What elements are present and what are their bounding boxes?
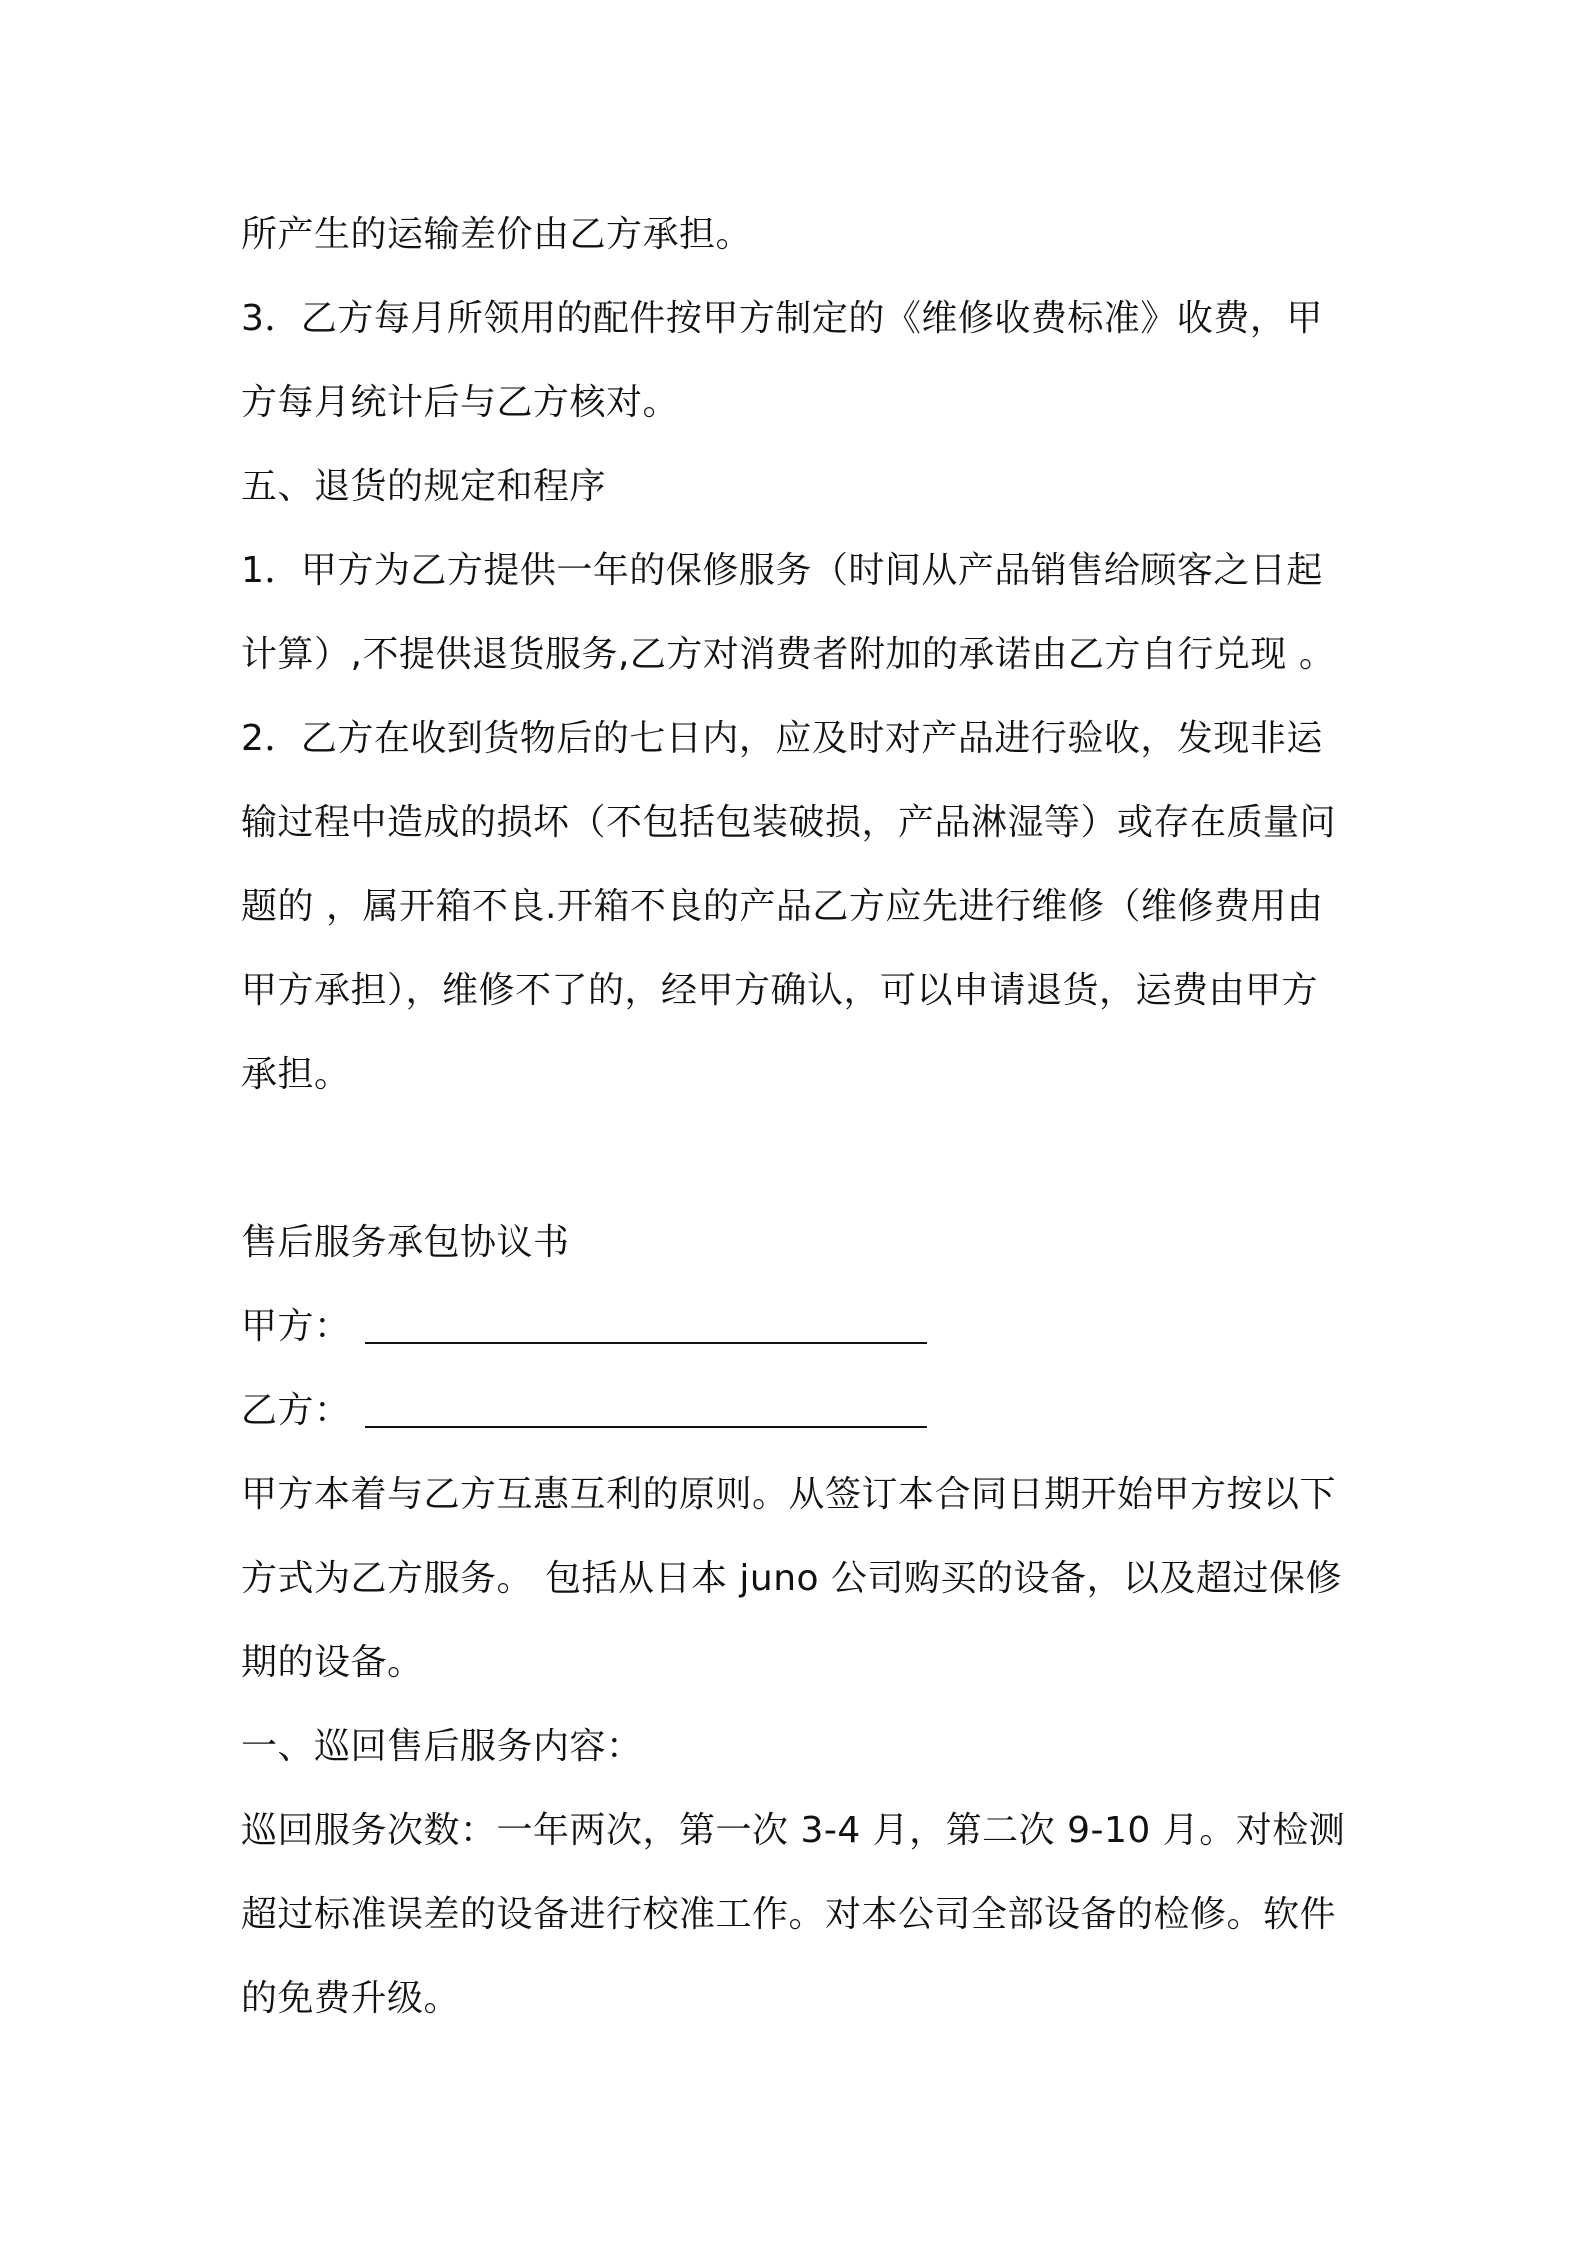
text-line: 输过程中造成的损坏（不包括包装破损，产品淋湿等）或存在质量问 bbox=[241, 802, 1337, 843]
section-heading-returns: 五、退货的规定和程序 bbox=[241, 466, 607, 507]
party-b-label: 乙方： bbox=[241, 1390, 351, 1431]
text-line: 期的设备。 bbox=[241, 1642, 424, 1683]
text-line: 甲方承担），维修不了的，经甲方确认，可以申请退货，运费由甲方 bbox=[241, 970, 1319, 1011]
text-line: 计算）,不提供退货服务,乙方对消费者附加的承诺由乙方自行兑现 。 bbox=[241, 634, 1336, 675]
party-a-blank-line bbox=[365, 1342, 927, 1344]
party-b-row bbox=[241, 1369, 1351, 1453]
text-line: 的免费升级。 bbox=[241, 1978, 461, 2019]
text-line: 所产生的运输差价由乙方承担。 bbox=[241, 214, 753, 255]
text-line: 方每月统计后与乙方核对。 bbox=[241, 382, 680, 423]
text-line: 巡回服务次数：一年两次，第一次 3-4 月，第二次 9-10 月。对检测 bbox=[241, 1810, 1346, 1851]
text-line: 超过标准误差的设备进行校准工作。对本公司全部设备的检修。软件 bbox=[241, 1894, 1337, 1935]
agreement-title: 售后服务承包协议书 bbox=[241, 1222, 570, 1263]
text-line: 甲方本着与乙方互惠互利的原则。从签订本合同日期开始甲方按以下 bbox=[241, 1474, 1337, 1515]
party-a-label: 甲方： bbox=[241, 1306, 351, 1347]
text-line: 承担。 bbox=[241, 1054, 351, 1095]
text-line: 1．甲方为乙方提供一年的保修服务（时间从产品销售给顾客之日起 bbox=[241, 550, 1323, 591]
text-line: 题的 ，属开箱不良.开箱不良的产品乙方应先进行维修（维修费用由 bbox=[241, 886, 1324, 927]
party-a-row bbox=[241, 1285, 1351, 1369]
text-line: 2．乙方在收到货物后的七日内，应及时对产品进行验收，发现非运 bbox=[241, 718, 1323, 759]
text-line: 方式为乙方服务。 包括从日本 juno 公司购买的设备，以及超过保修 bbox=[241, 1558, 1342, 1599]
document-body bbox=[241, 193, 1351, 2041]
party-b-blank-line bbox=[365, 1426, 927, 1428]
paragraph-gap bbox=[241, 1117, 1351, 1201]
section-heading-service: 一、巡回售后服务内容： bbox=[241, 1726, 643, 1767]
text-line: 3．乙方每月所领用的配件按甲方制定的《维修收费标准》收费，甲 bbox=[241, 298, 1323, 339]
